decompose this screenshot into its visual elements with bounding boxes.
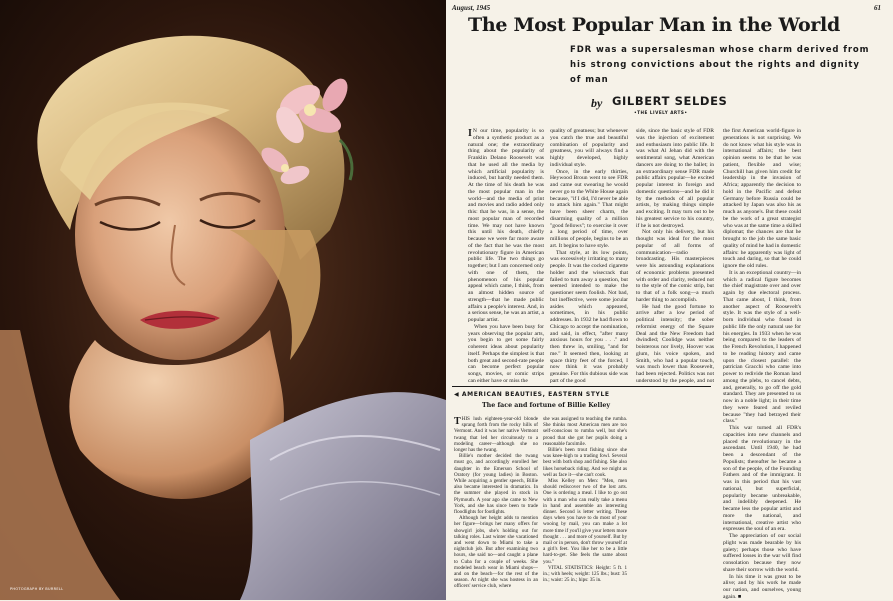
sidebar-paragraph: Miss Kelley on Men: "Men, men should rediscover two of the lost arts. One is ordering a meal. I like to go out with a man who can really take a menu in hand and assemble an interesting dinner. Second is letter writing. These days when you have to do most of your wooing by mail, you can make a lot more time if you'll give your letters more thought . . . and more of yourself. But by mail or in person, don't throw yourself at a girl's feet. You like her to be a little hard-to-get. She feels the same about you." [543,478,627,565]
article-deck: FDR was a supersalesman whose charm derived from his strong convictions about the rights and dignity of man [570,45,870,85]
article-column-2 [550,128,628,398]
sidebar-paragraph: HIS lush eighteen-year-old blonde sprang forth from the rocky hills of Vermont. And it was her native Vermont twang that led her circuitously to a modeling career—although she no longer has the twang. [454,416,538,454]
article-paragraph: Once, in the early thirties, Heywood Broun went to see FDR and came out swearing he would never go to the White House again because, "if I did, I'd never be able to attack him again." That might have been sheer charm, the disarming quality of a million "good fellows"; to exercise it over a long period of time, over millions of people, begins to be an art. It begins to have style. [550,168,628,249]
article-paragraph: That style, at its low points, was excessively irritating to many people. It was the cocked cigarette holder and the wisecrack that failed to turn away a question, but seemed intended to make the questioner seem foolish. Not bad, but ineffective, were some jocular asides which appeared, sometimes, in his public addresses. In 1932 he had flown to Chicago to accept the nomination, and said, in effect, "after many anxious hours for you . . ." and then threw in, smiling, "and for me." It seemed then, looking at space thirty feet of the forced, I now think it was probably genuine. For this dubious side was part of the good [550,249,628,384]
article-paragraph: Not only his delivery, but his thought was ideal for the most popular of all forms of communication—radio broadcasting. His masterpieces were his astounding explanations of economic problems presented with order and clarity, reduced not to the style of the comic strip, but to that of a folk song—a much harder thing to accomplish. [636,229,714,303]
article-paragraph: N our time, popularity is so often a synthetic product as a natural one; the extraordinary thing about the popularity of Franklin Delano Roosevelt was that he used all the media by which artificial popularity is induced, but hardly needed them. At the time of his death he was the most popular man in the world—and the media of print and movies and radio added only this: that he was, in a sense, the most popular man of recorded time. We may not have known this until his death, chiefly because we were far more aware of the fact that he was the most revolutionary figure in American public life. The two things go together; but I am concerned only with one of them, the phenomenon of his popular appeal which came, I think, from an almost hidden source of strength—that he made public affairs a people's interest. And, in a serious sense, he was an artist, a popular artist. [468,128,544,323]
article-paragraph: quality of greatness; but whenever you catch the true and beautiful combination of popularity and greatness, you will always find a highly developed, highly individual style. [550,128,628,168]
article-headline: The Most Popular Man in the World [468,14,840,36]
byline-department: •THE LIVELY ARTS• [634,110,688,115]
article-column-4 [723,128,801,600]
drop-cap: T [454,416,461,427]
photo-credit: PHOTOGRAPH BY BURRELL [10,587,64,591]
article-paragraph: The appreciation of our social plight was made bearable by his gaiety; perhaps those who have suffered losses in the war will find consolation because they now share their sorrow with the world. [723,533,801,573]
article-paragraph: When you have been busy for years observing the popular arts, you begin to get some fairly coherent ideas about popularity itself. Perhaps the simplest is that both great and second-rate people can become perfect popular songs, movies, or comic strips can either have or miss the [468,323,544,384]
sidebar-paragraph: Although her height adds to mention her figure—brings her many offers for showgirl jobs, she's holding out for talking roles. Last winter she vacationed and went down to Miami to take a nightclub job. But after examining two hours, she said no—and caught a plane to Cuba for a couple of weeks. She modeled beach wear in Miami shops—and on the beach—for the rest of the season. At night she was hostess in an officers' service club, where [454,515,538,590]
article-paragraph: side, since the basic style of FDR was the injection of excitement and enthusiasm into public life. It was what Al Jehan did with the sentimental song, what American dancers are doing to the ballet; in an extraordinary sense FDR made public affairs popular—he excited popular interest in foreign and domestic questions—and he did it by the methods of all popular artists, by making things simple and exciting. It may turn out to be his greatest service to his country, if he is not destroyed. [636,128,714,229]
article-page [446,0,893,600]
article-column-1 [468,128,544,384]
sidebar-paragraph: Billie's mother decided the twang must go, and accordingly enrolled her daughter in the Emerson School of Oratory (for young ladies) in Boston. While acquiring a gentler speech, Billie also became interested in dramatics. In the summer she played in stock in Plymouth. A year ago she came to New York, and she has since been to trade floodlights for footlights. [454,453,538,516]
page-number: 61 [874,4,881,12]
sidebar-subheading: The face and fortune of Billie Kelley [482,402,611,409]
sidebar-column-2 [543,416,627,596]
article-paragraph: In his time it was great to be alive; and by his work he made our nation, and ourselves, young again. ■ [723,573,801,600]
sidebar-heading: ◀ AMERICAN BEAUTIES, EASTERN STYLE [454,391,610,398]
sidebar-rule [452,386,711,387]
sidebar-paragraph: Billie's been trout fishing since she was knee-high to a trading fowl. Several best with both shop and fishing. She also likes horseback riding. And we might as well as face it—she can't cook. [543,447,627,478]
article-paragraph: It is an exceptional country—in which a radical figure becomes the chief magistrate over and over again by due electoral process. That came about, I think, from another aspect of Roosevelt's style. It was the style of a well-born individual who found in public life the only natural use for his energies. In 1933 when he was being compared to the leaders of the French Revolution, I happened to be reading history and came upon the closest parallel: the patrician Gracchi who came into power to redivide the Roman land among the plebs, to cancel debts, and, generally, to go off the gold standard. They are presented to us now in a noble light; in their time they were feared and reviled because "they had betrayed their class." [723,269,801,425]
article-paragraph: This war turned all FDR's capacities into new channels and placed the revolutionary in the ascendant. Until 1940, he had been a descendant of the Populists; thereafter he became a son of the people, of the Founding Fathers and of the immigrant. It was in this period that his vast national, but superficial, popularity became unbreakable, and indelibly deepened. He became less the popular artist and more the national, and international, creative artist who expresses the soul of an era. [723,425,801,533]
drop-cap: I [468,128,472,139]
byline-author: GILBERT SELDES [612,94,728,108]
portrait-photo [0,0,446,600]
sidebar-column-1 [454,416,538,596]
issue-date: August, 1945 [452,4,491,12]
photo-page [0,0,446,600]
sidebar-paragraph: VITAL STATISTICS: Height: 5 ft. 1 in.; with heels; weight: 125 lbs.; bust: 35 in.; waist: 25 in.; hips: 35 in. [543,564,627,584]
byline-by: by [591,96,603,110]
article-paragraph: He had the good fortune to arrive after a low period of political intensity; the sober reformist energy of the Square Deal and the New Freedom had dwindled; Coolidge was neither boisterous nor lively, Hoover was glum, his voice spoken, and Smith, who had a popular touch, was much lower than Roosevelt, had been rejected. Politics was not understood by the people, and not [636,303,714,384]
article-paragraph: the first American world-figure in generations is not surprising. We do not know what his style was in international affairs; the best opinion seems to be that he was patient, flexible and wise; Churchill has given him credit for leadership in the invasion of Africa; apparently the decision to hold in the Pacific and defeat Germany before Russia could be attacked by Japan was also his as much as anyone's. But these could be the work of a great strategist who was at the same time a skilled diplomat; the chances are that he brought to the job the same basic quality of mind he had in domestic affairs: he apparently was light of touch and daring, so that he could ignore the old rules. [723,128,801,269]
sidebar-paragraph: she was assigned to teaching the rumba. She thinks most American men are too self-conscious to rumba well, but she's proud that she got her pupils doing a reasonable facsimile. [543,416,627,447]
